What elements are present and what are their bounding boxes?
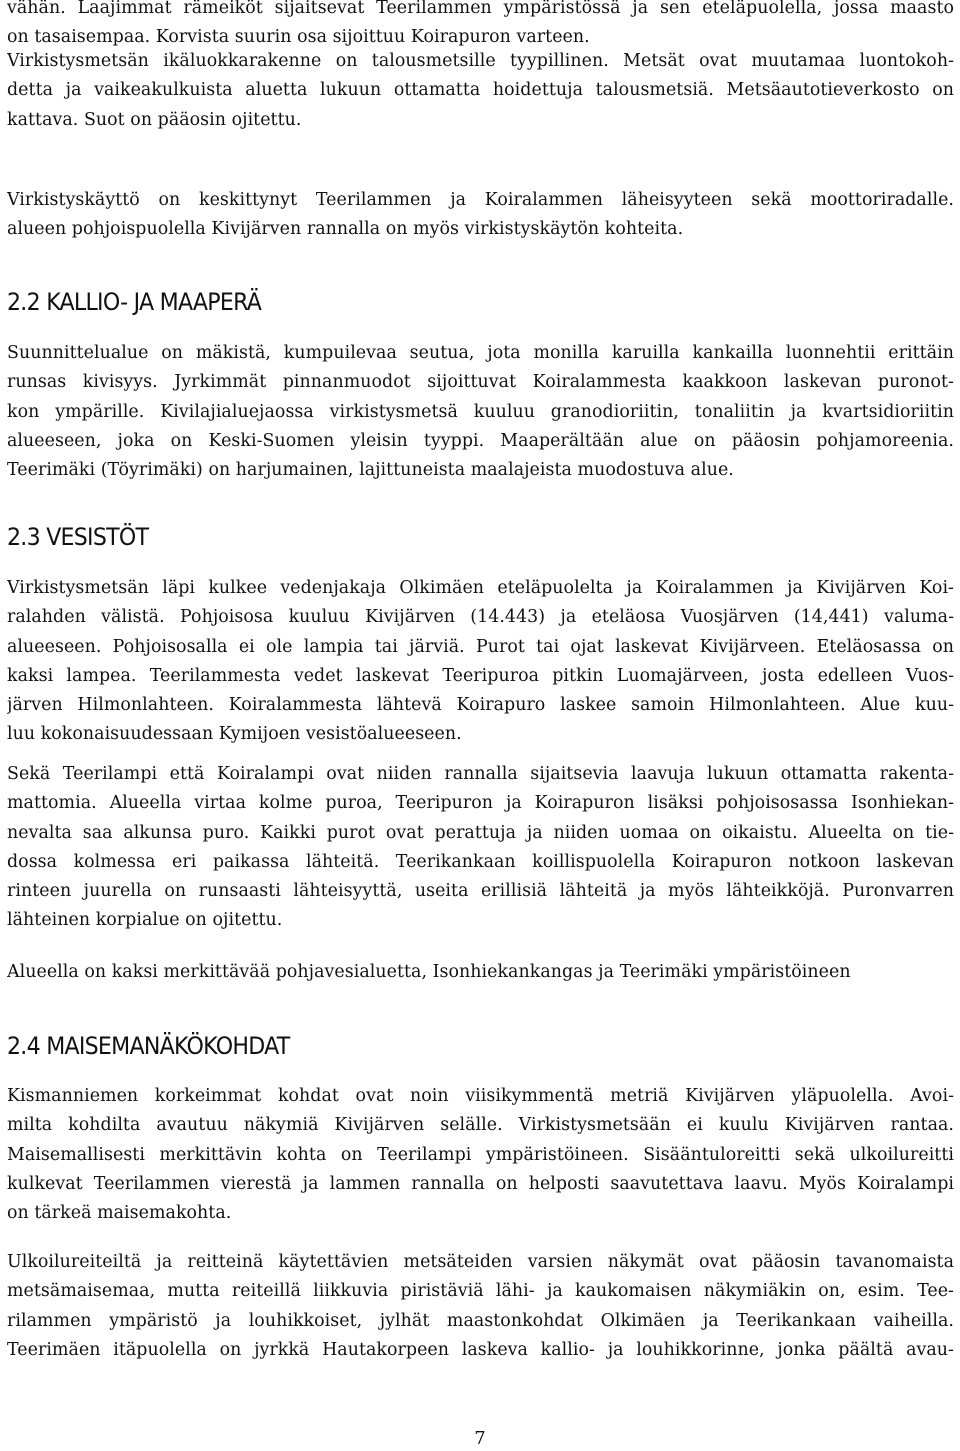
paragraph-watershed xyxy=(7,574,954,750)
text-line: mattomia. Alueella virtaa kolme puroa, Teeripuron ja Koirapuron lisäksi pohjoisosassa Isonhiekan- xyxy=(7,793,954,814)
text-line: milta kohdilta avautuu näkymiä Kivijärven selälle. Virkistysmetsään ei kuulu Kivijärven rantaa. xyxy=(7,1115,954,1136)
paragraph-mire-areas xyxy=(7,0,954,53)
text-line: Sekä Teerilampi että Koiralampi ovat niiden rannalla sijaitsevia laavuja lukuun ottamatta rakenta- xyxy=(7,764,954,784)
paragraph-forest-structure xyxy=(7,47,954,135)
text-line: Virkistysmetsän läpi kulkee vedenjakaja Olkimäen eteläpuolelta ja Koiralammen ja Kivijärven Koi- xyxy=(7,578,954,598)
text-line: kulkevat Teerilammen vierestä ja lammen rannalla on helposti saavutettava laavu. Myös Koiralampi xyxy=(7,1173,954,1194)
text-line: Kismanniemen korkeimmat kohdat ovat noin viisikymmentä metriä Kivijärven yläpuolella. Avoi- xyxy=(7,1086,954,1106)
section-heading-bedrock-soil: 2.2 KALLIO- JA MAAPERÄ xyxy=(7,288,262,316)
text-line: Suunnittelualue on mäkistä, kumpuilevaa seutua, jota monilla karuilla kankailla luonnehtii erittäin xyxy=(7,343,954,363)
text-line: Virkistysmetsän ikäluokkarakenne on talousmetsille tyypillinen. Metsät ovat muutamaa luontokoh- xyxy=(7,51,954,71)
text-line: kaksi lampea. Teerilammesta vedet laskevat Teeripuroa pitkin Luomajärveen, josta edelleen Vuos- xyxy=(7,665,954,686)
text-line: dossa kolmessa eri paikassa lähteitä. Teerikankaan koillispuolella Koirapuron notkoon laskevan xyxy=(7,851,954,872)
text-line: alueeseen, joka on Keski-Suomen yleisin tyyppi. Maaperältään alue on pääosin pohjamoreenia. xyxy=(7,430,954,451)
text-line: alueen pohjoispuolella Kivijärven rannalla on myös virkistyskäytön kohteita. xyxy=(7,219,684,240)
text-line: runsas kivisyys. Jyrkimmät pinnanmuodot sijoittuvat Koiralammesta kaakkoon laskevan puronot- xyxy=(7,372,954,393)
text-line: lähteinen korpialue on ojitettu. xyxy=(7,910,283,931)
text-line: Ulkoilureiteiltä ja reitteinä käytettävien metsäteiden varsien näkymät ovat pääosin tavanomaista xyxy=(7,1252,954,1272)
paragraph-recreation-use xyxy=(7,186,954,245)
paragraph-bedrock-soil xyxy=(7,339,954,485)
text-line: alueeseen. Pohjoisosalla ei ole lampia tai järviä. Purot tai ojat laskevat Kivijärveen. Eteläosassa on xyxy=(7,636,954,657)
text-line: luu kokonaisuudessaan Kymijoen vesistöalueeseen. xyxy=(7,724,462,745)
text-line: metsämaisemaa, mutta reiteillä liikkuvia piristäviä lähi- ja kaukomaisen näkymiäkin on, esim. Tee- xyxy=(7,1281,954,1302)
text-line: detta ja vaikeakulkuista aluetta lukuun ottamatta hoidettuja talousmetsiä. Metsäautotieverkosto on xyxy=(7,80,954,101)
text-line: on tasaisempaa. Korvista suurin osa sijoittuu Koirapuron varteen. xyxy=(7,27,590,48)
text-line: Alueella on kaksi merkittävää pohjavesialuetta, Isonhiekankangas ja Teerimäki ympäristöineen xyxy=(7,962,851,982)
text-line: Teerimäen itäpuolella on jyrkkä Hautakorpeen laskeva kallio- ja louhikkorinne, jonka päältä avau- xyxy=(7,1339,954,1360)
section-heading-landscape: 2.4 MAISEMANÄKÖKOHDAT xyxy=(7,1032,290,1060)
text-line: nevalta saa alkunsa puro. Kaikki purot ovat perattuja ja niiden uomaa on oikaistu. Alueelta on tie- xyxy=(7,822,954,843)
paragraph-trail-views xyxy=(7,1248,954,1365)
paragraph-groundwater xyxy=(7,958,954,987)
text-line: kattava. Suot on pääosin ojitettu. xyxy=(7,109,302,130)
page-number: 7 xyxy=(474,1428,486,1449)
paragraph-ponds-streams xyxy=(7,760,954,936)
text-line: Maisemallisesti merkittävin kohta on Teerilampi ympäristöineen. Sisääntuloreitti sekä ulkoilureitti xyxy=(7,1144,954,1165)
text-line: kon ympärille. Kivilajialuejaossa virkistysmetsä kuuluu granodioriitin, tonaliitin ja kvartsidioriitin xyxy=(7,401,954,422)
text-line: Virkistyskäyttö on keskittynyt Teerilammen ja Koiralammen läheisyyteen sekä moottoriradalle. xyxy=(7,190,954,210)
paragraph-landscape-points xyxy=(7,1082,954,1228)
text-line: rinteen juurella on runsaasti lähteisyyttä, useita erillisiä lähteitä ja myös lähteikköjä. Puronvarren xyxy=(7,881,954,902)
section-heading-waters: 2.3 VESISTÖT xyxy=(7,523,149,551)
text-line: Teerimäki (Töyrimäki) on harjumainen, lajittuneista maalajeista muodostuva alue. xyxy=(7,460,734,481)
text-line: vähän. Laajimmat rämeiköt sijaitsevat Teerilammen ympäristössä ja sen eteläpuolella, jossa maasto xyxy=(7,0,954,18)
text-line: järven Hilmonlahteen. Koiralammesta lähtevä Koirapuro laskee samoin Hilmonlahteen. Alue kuu- xyxy=(7,695,954,716)
text-line: ralahden välistä. Pohjoisosa kuuluu Kivijärven (14.443) ja eteläosa Vuosjärven (14,441) valuma- xyxy=(7,607,954,628)
text-line: rilammen ympäristö ja louhikkoiset, jylhät maastonkohdat Olkimäen ja Teerikankaan vaiheilla. xyxy=(7,1310,954,1331)
text-line: on tärkeä maisemakohta. xyxy=(7,1203,232,1224)
